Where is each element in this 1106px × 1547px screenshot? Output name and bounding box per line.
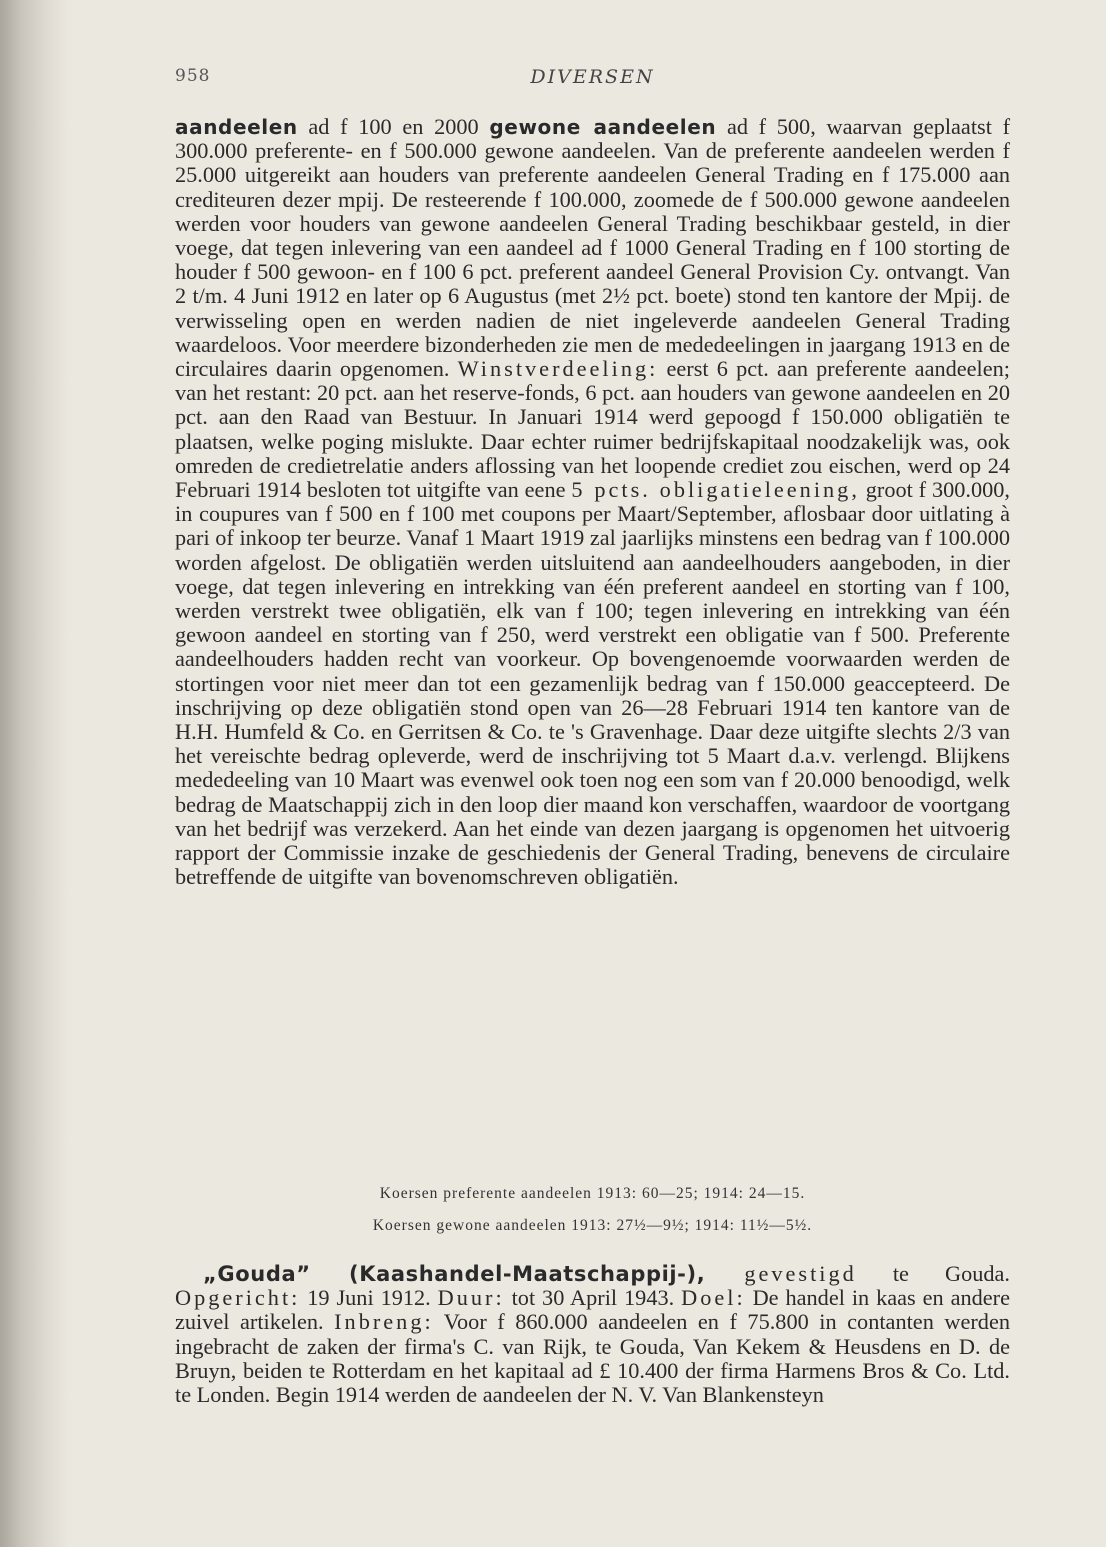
text-run: ad f 100 en 2000 — [297, 114, 490, 139]
company-title-gouda: „Gouda” (Kaashandel-Maatschappij-), — [203, 1262, 706, 1286]
text-run: tot 30 April 1943. — [504, 1285, 682, 1311]
spaced-inbreng: Inbreng: — [334, 1309, 434, 1335]
spaced-heading-winstverdeeling: Winstverdeeling: — [457, 356, 659, 382]
page-gutter-shadow — [0, 0, 70, 1547]
text-run: De handel in kaas en andere zuivel artikelen. — [175, 1285, 1010, 1335]
text-run: Voor f 860.000 aandeelen en f 75.800 in contanten werden ingebracht de zaken der firma's C. van Rijk, te Gouda, Van Kekem & Heusdens en D. de Bruyn, beiden te Rotterdam en het kapitaal ad £ 10.400 der firma Harmens Bros & Co. Ltd. te Londen. Begin 1914 werden de aandeelen der N. V. Van Blankensteyn — [175, 1309, 1010, 1408]
text-run: eerst 6 pct. aan preferente aandeelen; van het restant: 20 pct. aan het reserve-fonds, 6 pct. aan houders van gewone aandeelen en 20 pct. aan den Raad van Bestuur. In Januari 1914 werd gepoogd f 150.000 obligatiën te plaatsen, welke poging mislukte. Daar echter ruimer bedrijfskapitaal noodzakelijk was, ook omreden de credietrelatie anders aflossing van het loopende crediet zou eischen, werd op 24 Februari 1914 besloten tot uitgifte van eene — [175, 356, 1010, 503]
spaced-gevestigd: gevestigd — [705, 1261, 857, 1286]
text-run: ad f 500, waarvan geplaatst f 300.000 preferente- en f 500.000 gewone aandeelen. Van de preferente aandeelen werden f 25.000 uitgereikt aan houders van preferente aandeelen General Trading en f 175.000 aan crediteuren dezer mpij. De resteerende f 100.000, zoomede de f 500.000 gewone aandeelen werden voor houders van gewone aandeelen General Trading beschikbaar gesteld, in dier voege, dat tegen inlevering van een aandeel ad f 1000 General Trading en f 100 storting de houder f 500 gewoon- en f 100 6 pct. preferent aandeel General Provision Cy. ontvangt. Van 2 t/m. 4 Juni 1912 en later op 6 Augustus (met 2½ pct. boete) stond ten kantore der Mpij. de verwisseling open en werden nadien de niet ingeleverde aandeelen General Trading waardeloos. Voor meerdere bizonderheden zie men de mededeelingen in jaargang 1913 en de circulaires daarin opgenomen. — [175, 114, 1010, 382]
spaced-doel: Doel: — [681, 1285, 746, 1311]
gouda-paragraph — [175, 1262, 1010, 1407]
koersen-preferente: Koersen preferente aandeelen 1913: 60—25; 1914: 24—15. — [379, 1185, 806, 1202]
bold-term-aandeelen: aandeelen — [175, 115, 298, 139]
spaced-duur: Duur: — [437, 1285, 505, 1311]
main-paragraph — [175, 115, 1010, 890]
page-number: 958 — [175, 66, 211, 86]
page-header — [175, 66, 1010, 96]
text-run: te Gouda. — [856, 1261, 1010, 1286]
spaced-opgericht: Opgericht: — [175, 1285, 301, 1311]
bold-term-gewone-aandeelen: gewone aandeelen — [489, 115, 717, 139]
text-run: 19 Juni 1912. — [300, 1285, 438, 1311]
running-head: DIVERSEN — [530, 66, 655, 88]
koersen-gewone: Koersen gewone aandeelen 1913: 27½—9½; 1914: 11½—5½. — [372, 1217, 813, 1234]
text-run: groot f 300.000, in coupures van f 500 en f 100 met coupons per Maart/September, aflosbaar door uitlating à pari of inkoop ter beurze. Vanaf 1 Maart 1919 zal jaarlijks minstens een bedrag van f 100.000 worden afgelost. De obligatiën werden uitsluitend aan aandeelhouders aangeboden, in dier voege, dat tegen inlevering en intrekking van één preferent aandeel en storting van f 100, werden verstrekt twee obligatiën, elk van f 100; tegen inlevering en intrekking van één gewoon aandeel en storting van f 250, werd verstrekt een obligatie van f 500. Preferente aandeelhouders hadden recht van voorkeur. Op bovengenoemde voorwaarden werden de stortingen voor niet meer dan tot een gezamenlijk bedrag van f 150.000 geaccepteerd. De inschrijving op deze obligatiën stond open van 26—28 Februari 1914 ten kantore van de H.H. Humfeld & Co. en Gerritsen & Co. te 's Gravenhage. Daar deze uitgifte slechts 2/3 van het vereischte bedrag opleverde, werd de inschrijving tot 5 Maart d.a.v. verlengd. Blijkens mededeeling van 10 Maart was evenwel ook toen nog een som van f 20.000 benoodigd, welk bedrag de Maatschappij zich in den loop dier maand kon verschaffen, waardoor de voortgang van het bedrijf was verzekerd. Aan het einde van dezen jaargang is opgenomen het uitvoerig rapport der Commissie inzake de geschiedenis der General Trading, benevens de circulaire betreffende de uitgifte van bovenomschreven obligatiën. — [175, 477, 1010, 890]
spaced-heading-obligatieleening: 5 pcts. obligatieleening, — [571, 477, 860, 503]
